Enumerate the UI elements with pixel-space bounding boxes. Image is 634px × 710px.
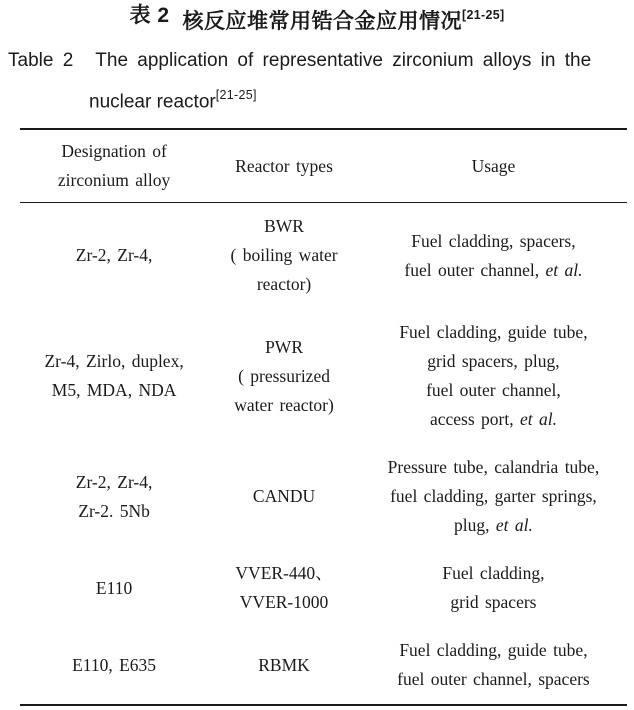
cell-line: Zr-4, Zirlo, duplex, <box>44 351 184 372</box>
english-caption-label: Table 2 <box>8 50 74 71</box>
table-row <box>20 309 627 444</box>
cell-line: CANDU <box>252 486 316 507</box>
citation-superscript: [21-25] <box>462 8 505 22</box>
cell-line: fuel outer channel, <box>426 380 561 401</box>
cell-alloy <box>20 453 208 540</box>
cell-reactor <box>208 453 360 540</box>
cell-line: fuel outer channel, et al. <box>404 259 583 280</box>
cell-line: water reactor) <box>234 394 334 415</box>
table-body <box>20 203 627 704</box>
cell-line: reactor) <box>256 274 312 295</box>
cell-line: Zr-2, Zr-4, <box>75 245 153 266</box>
cell-reactor <box>208 212 360 299</box>
cell-line: zirconium alloy <box>57 170 171 191</box>
alloy-application-table <box>20 128 627 706</box>
cell-alloy <box>20 636 208 694</box>
cell-alloy <box>20 559 208 617</box>
cell-line: RBMK <box>258 654 310 675</box>
cell-line: VVER-440、 <box>235 563 333 584</box>
cell-line: ( boiling water <box>230 245 338 266</box>
cell-line: fuel cladding, garter springs, <box>390 486 597 507</box>
cell-line: Fuel cladding, spacers, <box>411 230 576 251</box>
cell-line: Fuel cladding, <box>442 563 545 584</box>
cell-line: Zr-2, Zr-4, <box>75 471 153 492</box>
cell-line: VVER-1000 <box>239 592 329 613</box>
cell-line: Fuel cladding, guide tube, <box>399 322 588 343</box>
cell-usage <box>360 318 627 434</box>
table-row <box>20 627 627 704</box>
cell-line: access port, et al. <box>429 409 557 430</box>
cell-reactor <box>208 559 360 617</box>
cell-line: E110, E635 <box>72 654 157 675</box>
table-header-row <box>20 130 627 203</box>
cell-reactor <box>208 318 360 434</box>
cell-reactor <box>208 636 360 694</box>
table-row <box>20 203 627 309</box>
cell-line: M5, MDA, NDA <box>51 380 177 401</box>
cell-line: Fuel cladding, guide tube, <box>399 640 588 661</box>
cell-usage <box>360 636 627 694</box>
cell-usage <box>360 559 627 617</box>
cell-line: fuel outer channel, spacers <box>397 669 590 690</box>
cell-line: grid spacers, plug, <box>427 351 560 372</box>
chinese-title-text-main: 核反应堆常用锆合金应用情况 <box>182 10 463 33</box>
cell-line: ( pressurized <box>238 365 330 386</box>
chinese-title <box>0 3 634 35</box>
english-caption-line2 <box>89 84 634 114</box>
cell-line: PWR <box>265 336 303 357</box>
cell-line: Usage <box>471 155 516 176</box>
paper-table-figure <box>0 3 634 710</box>
chinese-title-label: 表 2 <box>129 4 170 27</box>
citation-superscript: [21-25] <box>215 88 257 102</box>
cell-usage <box>360 453 627 540</box>
cell-line: E110 <box>95 577 133 598</box>
cell-alloy <box>20 318 208 434</box>
chinese-title-text <box>183 3 505 35</box>
english-caption-text: The application of representative zirconium alloys in the <box>95 50 592 71</box>
header-cell-usage <box>360 130 627 202</box>
header-cell-reactor <box>208 130 360 202</box>
english-caption-line1 <box>8 49 634 73</box>
table-row <box>20 444 627 550</box>
table-row <box>20 550 627 627</box>
cell-line: Designation of <box>61 141 167 162</box>
cell-line: plug, et al. <box>454 515 533 536</box>
cell-alloy <box>20 212 208 299</box>
cell-line: BWR <box>264 216 304 237</box>
cell-line: Pressure tube, calandria tube, <box>387 457 600 478</box>
cell-usage <box>360 212 627 299</box>
cell-line: Reactor types <box>235 155 333 176</box>
cell-line: Zr-2. 5Nb <box>78 500 150 521</box>
english-caption-text-cont: nuclear reactor <box>89 91 216 113</box>
cell-line: grid spacers <box>450 592 537 613</box>
header-cell-alloy <box>20 130 208 202</box>
